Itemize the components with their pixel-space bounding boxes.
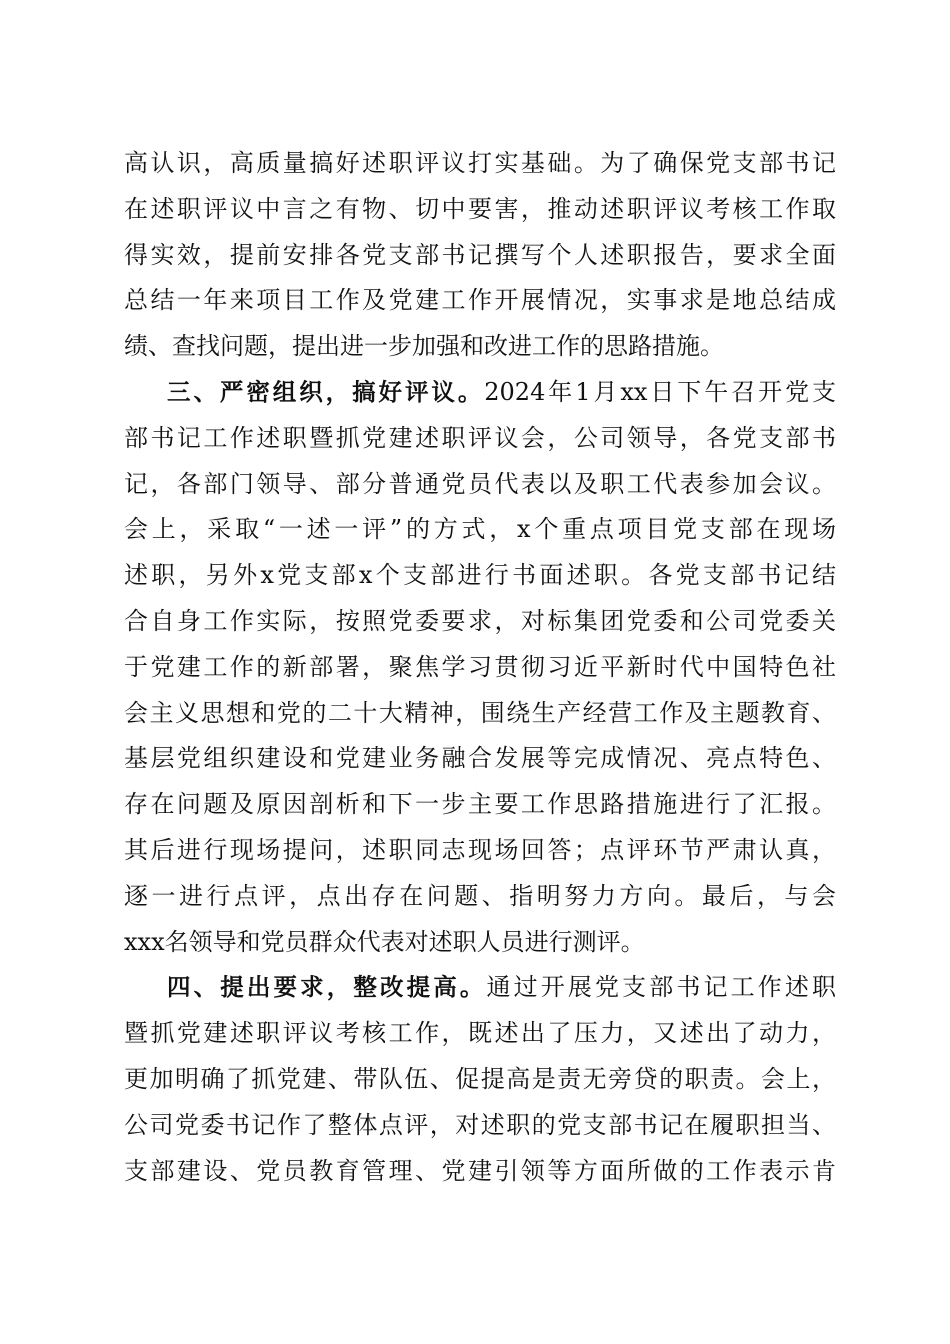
text-line: xxx名领导和党员群众代表对述职人员进行测评。: [124, 927, 645, 956]
text-line: 记，各部门领导、部分普通党员代表以及职工代表参加会议。: [124, 469, 836, 498]
section-four-heading: 四、提出要求，整改提高。: [167, 973, 487, 1002]
text-line: 暨抓党建述职评议考核工作，既述出了压力，又述出了动力，: [124, 1019, 836, 1048]
text-line: 更加明确了抓党建、带队伍、促提高是责无旁贷的职责。会上，: [124, 1064, 836, 1093]
text-line: 公司党委书记作了整体点评，对述职的党支部书记在履职担当、: [124, 1110, 836, 1139]
text-line: 于党建工作的新部署，聚焦学习贯彻习近平新时代中国特色社: [124, 652, 836, 681]
text-line: 部书记工作述职暨抓党建述职评议会，公司领导，各党支部书: [124, 423, 836, 452]
text-line: 高认识，高质量搞好述职评议打实基础。为了确保党支部书记: [124, 149, 836, 177]
text-run: 通过开展党支部书记工作述职: [486, 973, 836, 1002]
text-run: 2024年1月xx日下午召开党支: [484, 377, 836, 406]
text-line: 在述职评议中言之有物、切中要害，推动述职评议考核工作取: [124, 194, 836, 223]
text-line: 合自身工作实际，按照党委要求，对标集团党委和公司党委关: [124, 606, 836, 635]
text-line: 逐一进行点评，点出存在问题、指明努力方向。最后，与会: [124, 881, 836, 910]
text-line: 会主义思想和党的二十大精神，围绕生产经营工作及主题教育、: [124, 698, 836, 727]
text-line: 基层党组织建设和党建业务融合发展等完成情况、亮点特色、: [124, 744, 836, 773]
text-line: 绩、查找问题，提出进一步加强和改进工作的思路措施。: [124, 332, 724, 361]
section-three-heading: 三、严密组织，搞好评议。: [167, 377, 485, 406]
text-line: 得实效，提前安排各党支部书记撰写个人述职报告，要求全面: [124, 240, 836, 269]
text-line: 存在问题及原因剖析和下一步主要工作思路措施进行了汇报。: [124, 790, 836, 819]
section-three-first-line: [124, 370, 836, 416]
text-line: 支部建设、党员教育管理、党建引领等方面所做的工作表示肯: [124, 1156, 836, 1185]
text-line: 其后进行现场提问，述职同志现场回答；点评环节严肃认真，: [124, 835, 836, 864]
text-line: 会上，采取“一述一评”的方式，x个重点项目党支部在现场: [124, 515, 836, 544]
section-four-first-line: [124, 965, 836, 1011]
document-page: [124, 141, 836, 1194]
text-line: 述职，另外x党支部x个支部进行书面述职。各党支部书记结: [124, 561, 836, 590]
text-line: 总结一年来项目工作及党建工作开展情况，实事求是地总结成: [124, 286, 836, 315]
